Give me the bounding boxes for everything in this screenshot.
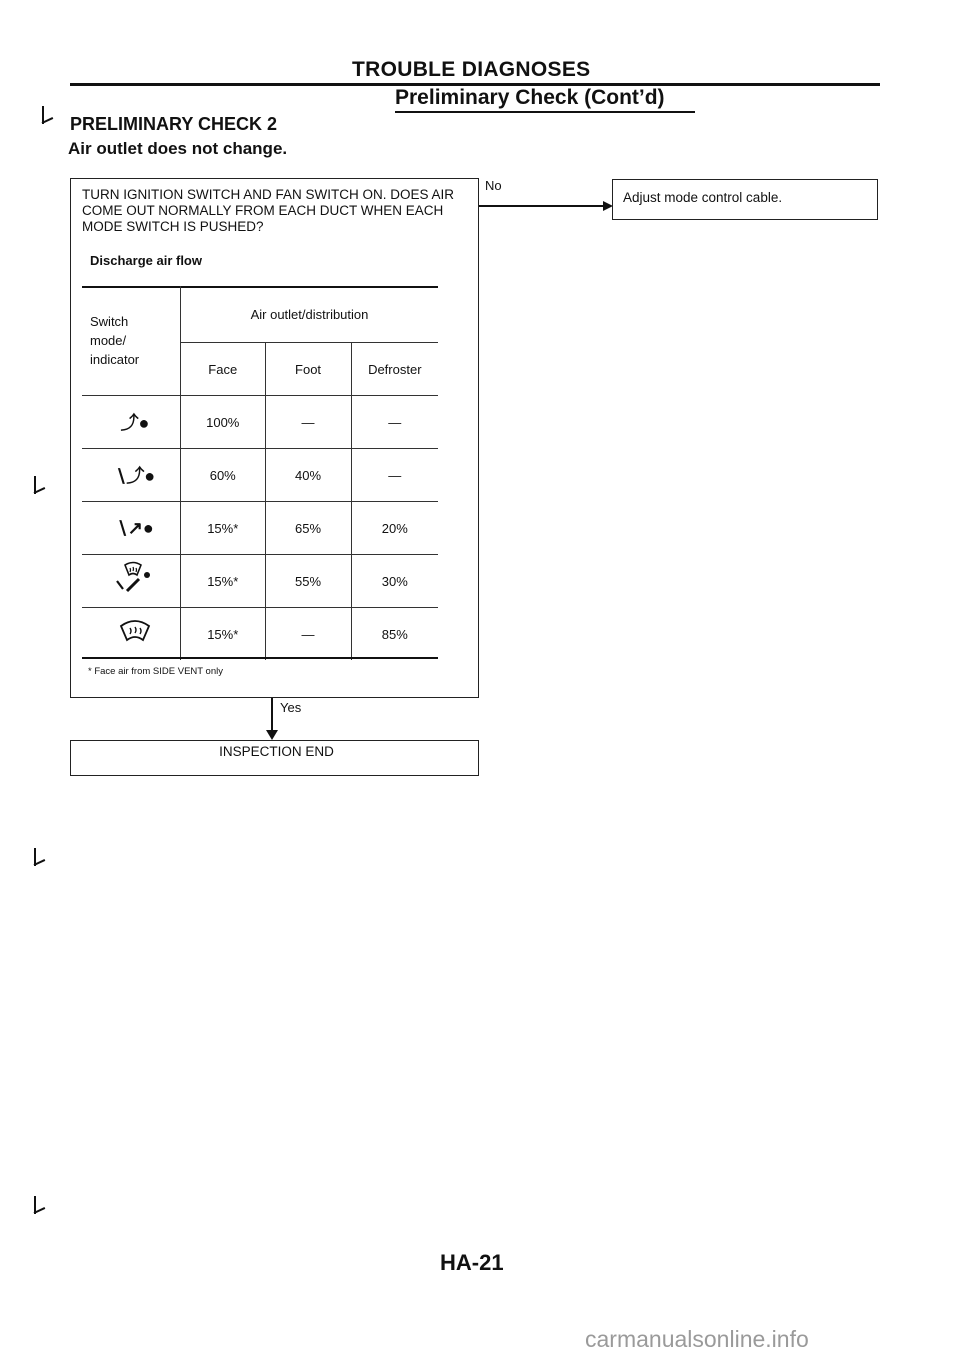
discharge-air-flow-table — [82, 286, 438, 660]
table-row — [82, 449, 438, 502]
table-header-row — [82, 286, 438, 343]
no-branch-line — [479, 205, 609, 207]
foot-value: 55% — [265, 555, 351, 608]
symptom-text: Air outlet does not change. — [68, 139, 288, 158]
yes-branch-label: Yes — [280, 700, 302, 715]
foot-mode-icon: ∖↗● — [82, 502, 180, 555]
discharge-air-flow-label: Discharge air flow — [90, 253, 202, 268]
foot-value: 65% — [265, 502, 351, 555]
foot-defrost-mode-icon — [111, 561, 159, 595]
revision-mark-icon — [30, 848, 48, 870]
revision-mark-icon — [38, 106, 56, 128]
subheader-rule — [395, 111, 695, 113]
question-text: TURN IGNITION SWITCH AND FAN SWITCH ON. DOES AIR COME OUT NORMALLY FROM EACH DUCT WHEN EACH MODE SWITCH IS PUSHED? — [82, 187, 455, 234]
no-branch-label: No — [485, 178, 502, 193]
page-header-title: TROUBLE DIAGNOSES — [352, 58, 591, 81]
face-value: 100% — [180, 396, 265, 449]
page-number: HA-21 — [440, 1250, 504, 1275]
face-value: 15%* — [180, 502, 265, 555]
defroster-value: — — [351, 396, 438, 449]
table-row — [82, 608, 438, 661]
table-row — [82, 502, 438, 555]
table-row — [82, 396, 438, 449]
table-bottom-rule — [82, 657, 438, 659]
bi-level-mode-icon: ∖⤴● — [82, 449, 180, 502]
vent-mode-icon: ⤴● — [82, 396, 180, 449]
table-footnote: * Face air from SIDE VENT only — [88, 666, 223, 677]
col-face-header: Face — [180, 343, 265, 396]
no-action-text: Adjust mode control cable. — [623, 190, 783, 205]
defroster-value: 85% — [351, 608, 438, 661]
defroster-value: 20% — [351, 502, 438, 555]
foot-value: — — [265, 608, 351, 661]
foot-value: — — [265, 396, 351, 449]
section-title: PRELIMINARY CHECK 2 — [70, 114, 278, 134]
table-row — [82, 555, 438, 608]
revision-mark-icon — [30, 476, 48, 498]
defroster-value: — — [351, 449, 438, 502]
page-header-subtitle: Preliminary Check (Cont’d) — [395, 86, 665, 109]
foot-defrost-mode-icon — [82, 555, 180, 608]
defrost-mode-icon — [115, 616, 155, 646]
yes-branch-line — [271, 698, 273, 734]
defroster-value: 30% — [351, 555, 438, 608]
watermark-text: carmanualsonline.info — [585, 1326, 809, 1352]
face-value: 15%* — [180, 608, 265, 661]
col-foot-header: Foot — [265, 343, 351, 396]
air-outlet-header: Air outlet/distribution — [180, 286, 438, 343]
face-value: 60% — [180, 449, 265, 502]
defrost-mode-icon — [82, 608, 180, 661]
col-defroster-header: Defroster — [351, 343, 438, 396]
face-value: 15%* — [180, 555, 265, 608]
arrow-down-icon — [266, 730, 278, 740]
switch-mode-header: Switch mode/ indicator — [90, 314, 140, 367]
inspection-end-text: INSPECTION END — [219, 744, 334, 759]
foot-value: 40% — [265, 449, 351, 502]
revision-mark-icon — [30, 1196, 48, 1218]
